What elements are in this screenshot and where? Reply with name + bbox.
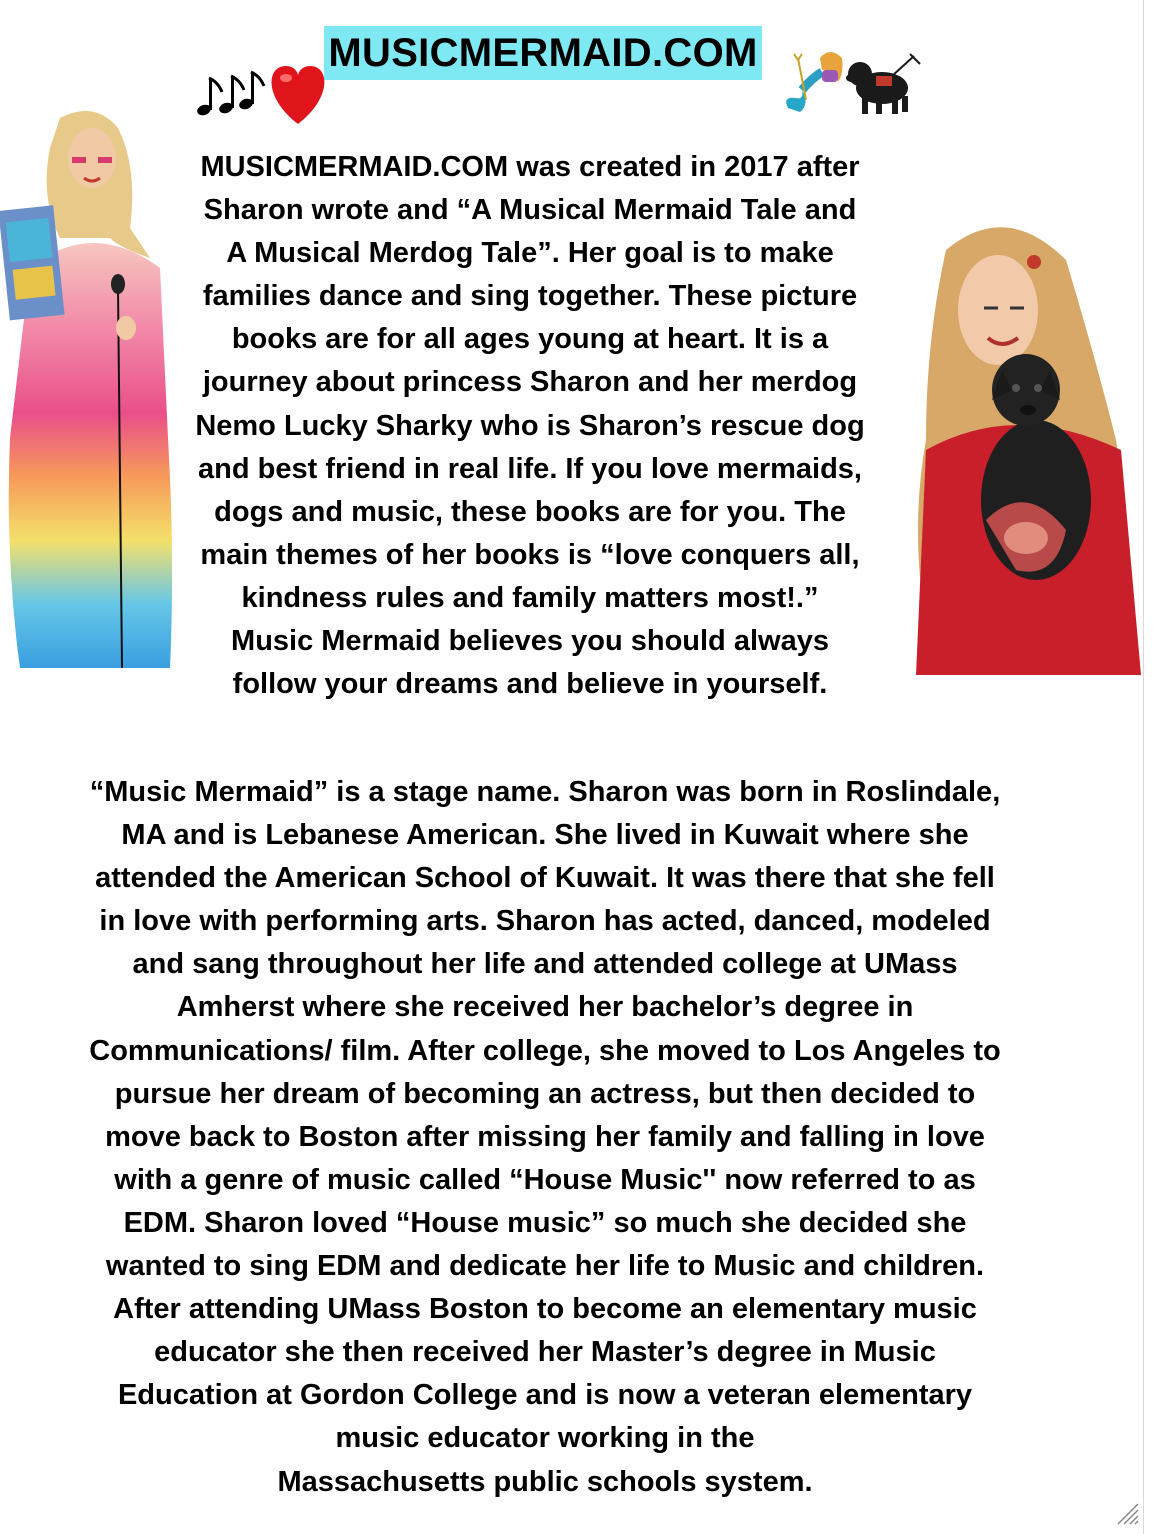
- service-dog-icon: [846, 54, 920, 114]
- mermaid-icon: [786, 52, 842, 112]
- red-heart-icon: [272, 66, 325, 124]
- intro-paragraph: MUSICMERMAID.COM was created in 2017 after Sharon wrote and “A Musical Mermaid Tale and A Musical Merdog Tale”. Her goal is to make families dance and sing together. These picture books are for all ages young at heart. It is a journey about princess Sharon and her merdog Nemo Lucky Sharky who is Sharon’s rescue dog and best friend in real life. If you love mermaids, dogs and music, these books are for you. The main themes of her books is “love conquers all, kindness rules and family matters most!.” Music Mermaid believes you should always follow your dreams and believe in yourself.: [195, 151, 865, 701]
- header-right-emojis: [782, 48, 922, 118]
- page-title: MUSICMERMAID.COM: [324, 26, 762, 80]
- photo-woman-rainbow-dress: [0, 108, 175, 680]
- header-left-emojis: [194, 58, 334, 128]
- biography-paragraph: “Music Mermaid” is a stage name. Sharon was born in Roslindale, MA and is Lebanese American. She lived in Kuwait where she attended the American School of Kuwait. It was there that she fell in love with performing arts. Sharon has acted, danced, modeled and sang throughout her life and attended college at UMass Amherst where she received her bachelor’s degree in Communications/ film. After college, she moved to Los Angeles to pursue her dream of becoming an actress, but then decided to move back to Boston after missing her family and falling in love with a genre of music called “House Music'' now referred to as EDM. Sharon loved “House music” so much she decided she wanted to sing EDM and dedicate her life to Music and children. After attending UMass Boston to become an elementary music educator she then received her Master’s degree in Music Education at Gordon College and is now a veteran elementary music educator working in the Massachusetts public schools system.: [89, 776, 1001, 1498]
- photo-woman-with-dog: [906, 220, 1146, 675]
- resize-grip-icon[interactable]: [1114, 1500, 1140, 1526]
- music-notes-icon: [196, 72, 264, 117]
